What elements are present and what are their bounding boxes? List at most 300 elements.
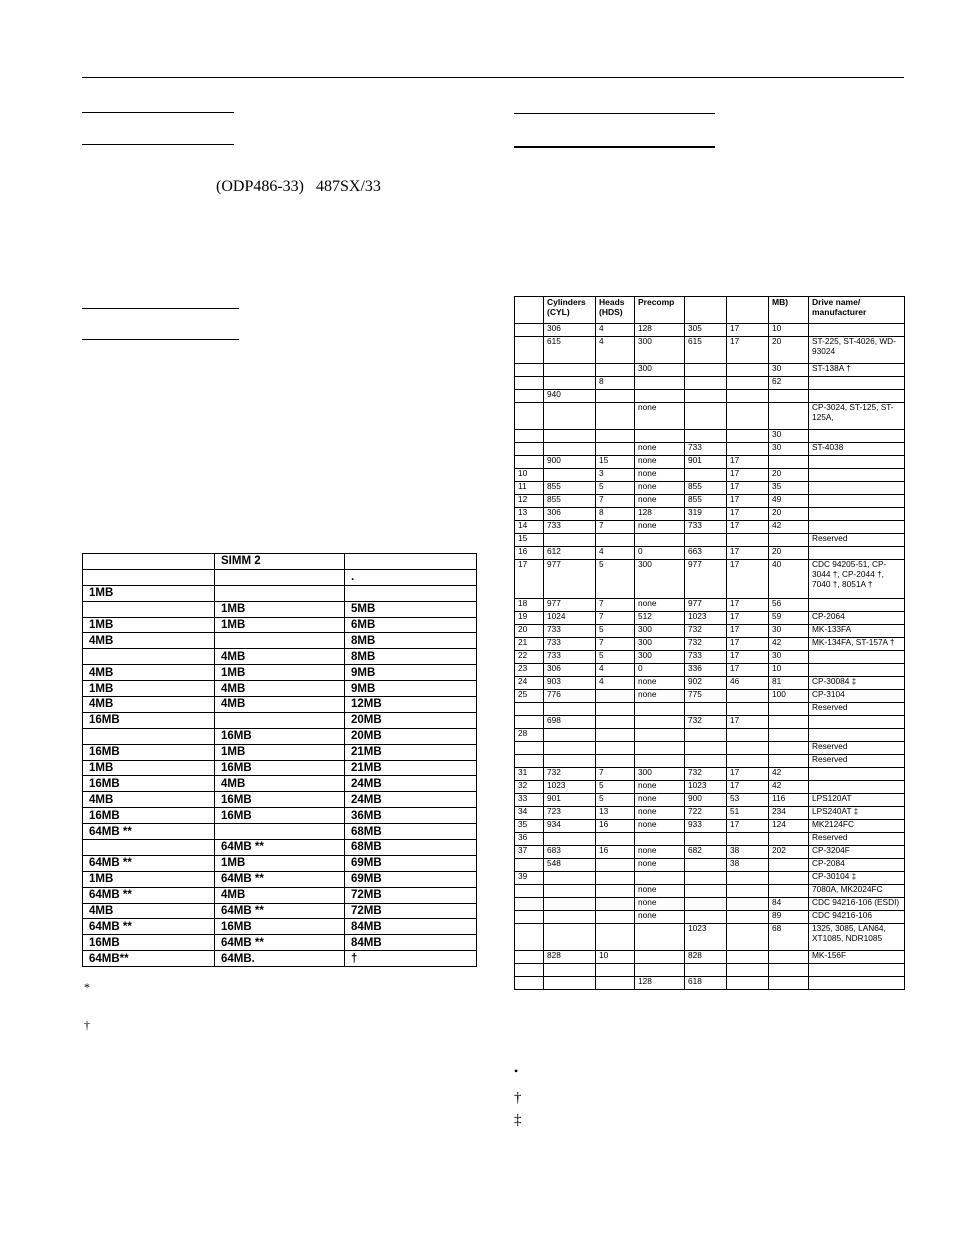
memory-cell: 4MB — [215, 697, 345, 713]
drive-cell: 0 — [635, 547, 685, 560]
drive-cell: ST-225, ST-4026, WD-93024 — [809, 337, 905, 364]
drive-cell: 977 — [685, 560, 727, 599]
drive-cell — [544, 443, 596, 456]
drive-cell: none — [635, 885, 685, 898]
memory-cell: 64MB. — [215, 951, 345, 967]
drive-cell — [685, 703, 727, 716]
drive-cell — [544, 469, 596, 482]
drive-table-row — [515, 403, 905, 430]
drive-cell: 35 — [515, 820, 544, 833]
drive-cell: 16 — [596, 820, 635, 833]
drive-cell — [809, 547, 905, 560]
drive-cell: 17 — [727, 638, 769, 651]
drive-cell: CDC 94216-106 (ESDI) — [809, 898, 905, 911]
coprocessor-text: 487SX/33 — [316, 178, 381, 195]
footnote-asterisk: * — [84, 980, 90, 994]
drive-cell — [809, 495, 905, 508]
drive-cell — [727, 924, 769, 951]
drive-cell: 68 — [769, 924, 809, 951]
drive-cell: 32 — [515, 781, 544, 794]
drive-cell: 10 — [769, 324, 809, 337]
drive-cell: none — [635, 794, 685, 807]
drive-cell: 722 — [685, 807, 727, 820]
memory-table-row — [83, 935, 477, 951]
drive-cell — [544, 755, 596, 768]
drive-cell: 10 — [515, 469, 544, 482]
drive-cell: 7080A, MK2024FC — [809, 885, 905, 898]
drive-cell: 23 — [515, 664, 544, 677]
drive-cell: 24 — [515, 677, 544, 690]
drive-cell: 16 — [596, 846, 635, 859]
drive-cell: 89 — [769, 911, 809, 924]
memory-cell — [215, 569, 345, 585]
drive-cell — [544, 742, 596, 755]
drive-cell: MK-156F — [809, 951, 905, 964]
memory-cell: 64MB ** — [215, 871, 345, 887]
drive-cell: 16 — [515, 547, 544, 560]
drive-cell: 31 — [515, 768, 544, 781]
drive-cell: 15 — [596, 456, 635, 469]
drive-table-header — [515, 297, 905, 324]
drive-cell: none — [635, 690, 685, 703]
drive-cell — [809, 651, 905, 664]
drive-cell — [596, 364, 635, 377]
drive-cell — [515, 456, 544, 469]
memory-cell: 6MB — [345, 617, 477, 633]
memory-cell: 20MB — [345, 712, 477, 728]
drive-table-row — [515, 911, 905, 924]
drive-cell — [727, 443, 769, 456]
drive-cell: 300 — [635, 337, 685, 364]
drive-cell: Reserved — [809, 703, 905, 716]
drive-cell: 37 — [515, 846, 544, 859]
memory-table-row — [83, 903, 477, 919]
drive-cell — [544, 977, 596, 990]
drive-cell: 20 — [769, 508, 809, 521]
drive-cell: LPS120AT — [809, 794, 905, 807]
memory-cell — [83, 601, 215, 617]
memory-cell: 21MB — [345, 744, 477, 760]
drive-cell: 17 — [727, 547, 769, 560]
drive-cell — [596, 924, 635, 951]
footnote-bullet: • — [514, 1064, 519, 1078]
memory-cell: 1MB — [83, 681, 215, 697]
drive-cell: 4 — [596, 677, 635, 690]
drive-cell — [685, 872, 727, 885]
drive-cell: 732 — [685, 716, 727, 729]
drive-table-row — [515, 872, 905, 885]
drive-cell — [769, 456, 809, 469]
drive-cell: 698 — [544, 716, 596, 729]
drive-table-row — [515, 508, 905, 521]
drive-cell: 7 — [596, 521, 635, 534]
drive-cell — [769, 534, 809, 547]
drive-cell — [596, 755, 635, 768]
drive-cell: CP-3104 — [809, 690, 905, 703]
memory-cell: 9MB — [345, 681, 477, 697]
memory-table-row — [83, 633, 477, 649]
memory-cell: 4MB — [215, 776, 345, 792]
memory-cell: 12MB — [345, 697, 477, 713]
drive-cell: 0 — [635, 664, 685, 677]
drive-cell: 977 — [685, 599, 727, 612]
memory-table-row — [83, 760, 477, 776]
drive-cell — [809, 977, 905, 990]
drive-cell: 855 — [685, 482, 727, 495]
memory-table-row — [83, 697, 477, 713]
memory-table-row — [83, 824, 477, 840]
drive-cell: 7 — [596, 612, 635, 625]
drive-cell: 62 — [769, 377, 809, 390]
drive-cell — [727, 898, 769, 911]
drive-cell: 84 — [769, 898, 809, 911]
drive-table-row — [515, 898, 905, 911]
memory-cell: 84MB — [345, 919, 477, 935]
drive-cell: 17 — [727, 456, 769, 469]
drive-cell: 19 — [515, 612, 544, 625]
drive-cell — [727, 755, 769, 768]
drive-cell: none — [635, 859, 685, 872]
memory-cell: 72MB — [345, 887, 477, 903]
memory-cell: 64MB ** — [215, 903, 345, 919]
drive-cell: 977 — [544, 560, 596, 599]
drive-cell: 42 — [769, 781, 809, 794]
drive-cell: none — [635, 521, 685, 534]
model-number-text: (ODP486-33) — [216, 178, 304, 195]
drive-cell: 30 — [769, 430, 809, 443]
drive-cell — [727, 390, 769, 403]
memory-cell — [83, 649, 215, 665]
drive-cell: 733 — [544, 625, 596, 638]
drive-cell: none — [635, 482, 685, 495]
drive-cell: 14 — [515, 521, 544, 534]
left-heading-rule-3 — [82, 308, 239, 309]
drive-cell — [596, 430, 635, 443]
drive-cell: 56 — [769, 599, 809, 612]
drive-cell — [727, 872, 769, 885]
drive-cell — [515, 742, 544, 755]
drive-cell: Heads (HDS) — [596, 297, 635, 324]
drive-cell: 13 — [515, 508, 544, 521]
drive-cell — [809, 482, 905, 495]
memory-cell: 4MB — [83, 903, 215, 919]
drive-cell: 319 — [685, 508, 727, 521]
drive-cell — [635, 729, 685, 742]
drive-cell: 17 — [515, 560, 544, 599]
drive-cell: 300 — [635, 364, 685, 377]
drive-cell: 128 — [635, 977, 685, 990]
memory-cell: 16MB — [215, 792, 345, 808]
drive-table-row — [515, 495, 905, 508]
drive-table-row — [515, 768, 905, 781]
drive-cell — [769, 755, 809, 768]
memory-cell: 69MB — [345, 855, 477, 871]
drive-cell — [635, 703, 685, 716]
memory-cell: 64MB ** — [83, 855, 215, 871]
memory-cell: 64MB ** — [83, 887, 215, 903]
drive-type-table — [514, 296, 905, 990]
drive-cell: 17 — [727, 664, 769, 677]
drive-cell — [809, 324, 905, 337]
drive-cell: 940 — [544, 390, 596, 403]
drive-table-row — [515, 794, 905, 807]
drive-cell: 17 — [727, 469, 769, 482]
drive-cell: 615 — [544, 337, 596, 364]
drive-cell: 20 — [769, 337, 809, 364]
memory-cell: 72MB — [345, 903, 477, 919]
drive-cell — [809, 430, 905, 443]
memory-table-row — [83, 665, 477, 681]
drive-cell: 902 — [685, 677, 727, 690]
drive-cell: 548 — [544, 859, 596, 872]
drive-cell: 4 — [596, 547, 635, 560]
drive-table-row — [515, 690, 905, 703]
drive-cell — [596, 859, 635, 872]
drive-cell — [727, 377, 769, 390]
drive-cell — [809, 508, 905, 521]
drive-cell — [809, 599, 905, 612]
drive-cell: 21 — [515, 638, 544, 651]
drive-cell — [596, 977, 635, 990]
drive-cell: none — [635, 443, 685, 456]
drive-cell: 733 — [685, 443, 727, 456]
memory-cell: 16MB — [83, 712, 215, 728]
right-heading-rule-1 — [514, 113, 715, 114]
drive-table-row — [515, 807, 905, 820]
drive-cell — [809, 664, 905, 677]
drive-table-row — [515, 781, 905, 794]
drive-cell: 25 — [515, 690, 544, 703]
memory-cell: 16MB — [83, 935, 215, 951]
drive-table-row — [515, 885, 905, 898]
memory-cell: 68MB — [345, 840, 477, 856]
drive-cell — [809, 964, 905, 977]
memory-table-row — [83, 681, 477, 697]
drive-cell: 732 — [685, 638, 727, 651]
drive-cell: 3 — [596, 469, 635, 482]
drive-cell — [769, 951, 809, 964]
drive-cell — [809, 469, 905, 482]
drive-cell: 1023 — [544, 781, 596, 794]
drive-cell — [685, 534, 727, 547]
drive-cell — [596, 729, 635, 742]
drive-cell: 46 — [727, 677, 769, 690]
drive-table-row — [515, 651, 905, 664]
drive-cell: 17 — [727, 560, 769, 599]
drive-cell: 733 — [544, 638, 596, 651]
drive-cell — [809, 716, 905, 729]
footnote-dagger: † — [84, 1018, 90, 1032]
drive-cell — [685, 469, 727, 482]
drive-cell — [769, 390, 809, 403]
drive-cell: ST-4038 — [809, 443, 905, 456]
drive-cell: 733 — [544, 521, 596, 534]
drive-cell: none — [635, 846, 685, 859]
drive-cell — [544, 403, 596, 430]
drive-cell: 128 — [635, 508, 685, 521]
drive-cell: CP-30104 ‡ — [809, 872, 905, 885]
drive-cell: 17 — [727, 482, 769, 495]
memory-cell: 5MB — [345, 601, 477, 617]
drive-cell: 5 — [596, 482, 635, 495]
drive-cell: 18 — [515, 599, 544, 612]
drive-cell — [727, 364, 769, 377]
memory-table-row — [83, 776, 477, 792]
drive-cell — [685, 297, 727, 324]
drive-cell — [544, 703, 596, 716]
drive-cell: 42 — [769, 638, 809, 651]
drive-cell — [727, 297, 769, 324]
drive-cell: 17 — [727, 612, 769, 625]
drive-cell — [769, 716, 809, 729]
drive-cell: 51 — [727, 807, 769, 820]
drive-cell — [544, 964, 596, 977]
drive-cell: Cylinders (CYL) — [544, 297, 596, 324]
drive-cell: 5 — [596, 781, 635, 794]
memory-cell: 64MB ** — [215, 840, 345, 856]
drive-cell: 300 — [635, 768, 685, 781]
drive-table-row — [515, 716, 905, 729]
drive-cell: 901 — [544, 794, 596, 807]
drive-cell: 17 — [727, 495, 769, 508]
drive-cell — [596, 742, 635, 755]
drive-cell — [635, 534, 685, 547]
drive-cell — [685, 755, 727, 768]
drive-cell — [769, 742, 809, 755]
drive-cell: 30 — [769, 651, 809, 664]
drive-cell: 776 — [544, 690, 596, 703]
drive-cell — [635, 833, 685, 846]
drive-cell — [727, 430, 769, 443]
drive-cell — [685, 898, 727, 911]
left-heading-rule-4 — [82, 339, 239, 340]
memory-table-row — [83, 601, 477, 617]
drive-cell: 618 — [685, 977, 727, 990]
drive-cell: 306 — [544, 324, 596, 337]
drive-cell: 300 — [635, 560, 685, 599]
memory-table-row — [83, 808, 477, 824]
drive-cell: 723 — [544, 807, 596, 820]
drive-cell: Reserved — [809, 534, 905, 547]
drive-cell — [515, 964, 544, 977]
memory-table-row — [83, 855, 477, 871]
drive-cell: 8 — [596, 508, 635, 521]
drive-cell: 38 — [727, 859, 769, 872]
memory-table-row — [83, 617, 477, 633]
drive-cell: 732 — [544, 768, 596, 781]
memory-table-row — [83, 919, 477, 935]
drive-cell — [685, 911, 727, 924]
memory-cell — [83, 840, 215, 856]
drive-cell: MK-133FA — [809, 625, 905, 638]
drive-cell: 30 — [769, 625, 809, 638]
drive-cell: 977 — [544, 599, 596, 612]
drive-table-row — [515, 859, 905, 872]
drive-table-row — [515, 547, 905, 560]
memory-cell — [215, 824, 345, 840]
drive-cell — [769, 703, 809, 716]
drive-cell — [635, 742, 685, 755]
drive-cell — [727, 690, 769, 703]
drive-cell — [727, 403, 769, 430]
drive-cell: 17 — [727, 651, 769, 664]
memory-cell: 16MB — [83, 744, 215, 760]
memory-cell: 16MB — [83, 776, 215, 792]
drive-cell: 775 — [685, 690, 727, 703]
drive-cell — [727, 885, 769, 898]
drive-cell: 682 — [685, 846, 727, 859]
drive-cell — [685, 964, 727, 977]
memory-table-row — [83, 569, 477, 585]
memory-cell: 4MB — [83, 792, 215, 808]
memory-table-row — [83, 712, 477, 728]
drive-cell — [769, 833, 809, 846]
drive-cell — [635, 872, 685, 885]
memory-cell: 16MB — [215, 919, 345, 935]
drive-table-row — [515, 430, 905, 443]
drive-cell: 17 — [727, 508, 769, 521]
drive-cell: 20 — [515, 625, 544, 638]
drive-cell: Drive name/ manufacturer — [809, 297, 905, 324]
drive-cell — [685, 859, 727, 872]
drive-cell: 81 — [769, 677, 809, 690]
memory-cell: 1MB — [215, 601, 345, 617]
memory-cell: 1MB — [215, 665, 345, 681]
drive-cell: 12 — [515, 495, 544, 508]
drive-cell: 300 — [635, 625, 685, 638]
drive-cell — [515, 951, 544, 964]
drive-cell — [727, 534, 769, 547]
memory-cell: 16MB — [215, 760, 345, 776]
drive-cell: Reserved — [809, 833, 905, 846]
drive-cell — [596, 898, 635, 911]
memory-cell: 1MB — [215, 744, 345, 760]
drive-cell — [544, 377, 596, 390]
memory-cell: 8MB — [345, 649, 477, 665]
drive-cell: ST-138A † — [809, 364, 905, 377]
drive-cell — [596, 403, 635, 430]
drive-cell — [769, 872, 809, 885]
drive-cell: 17 — [727, 820, 769, 833]
drive-cell — [769, 977, 809, 990]
drive-cell — [727, 977, 769, 990]
drive-table-row — [515, 390, 905, 403]
drive-cell: 855 — [685, 495, 727, 508]
drive-table-row — [515, 833, 905, 846]
drive-cell — [727, 833, 769, 846]
memory-cell — [345, 585, 477, 601]
memory-cell: 64MB** — [83, 951, 215, 967]
drive-cell: 4 — [596, 337, 635, 364]
drive-table-row — [515, 534, 905, 547]
drive-cell — [727, 703, 769, 716]
drive-cell: 5 — [596, 560, 635, 599]
drive-table-row — [515, 846, 905, 859]
drive-cell — [635, 430, 685, 443]
drive-cell — [544, 872, 596, 885]
drive-cell: 5 — [596, 794, 635, 807]
drive-cell: 615 — [685, 337, 727, 364]
drive-table-row — [515, 820, 905, 833]
drive-cell — [544, 364, 596, 377]
drive-table-row — [515, 456, 905, 469]
drive-cell: 7 — [596, 768, 635, 781]
drive-cell: Reserved — [809, 755, 905, 768]
drive-cell: none — [635, 469, 685, 482]
drive-cell: none — [635, 820, 685, 833]
drive-cell: 933 — [685, 820, 727, 833]
drive-cell: 49 — [769, 495, 809, 508]
